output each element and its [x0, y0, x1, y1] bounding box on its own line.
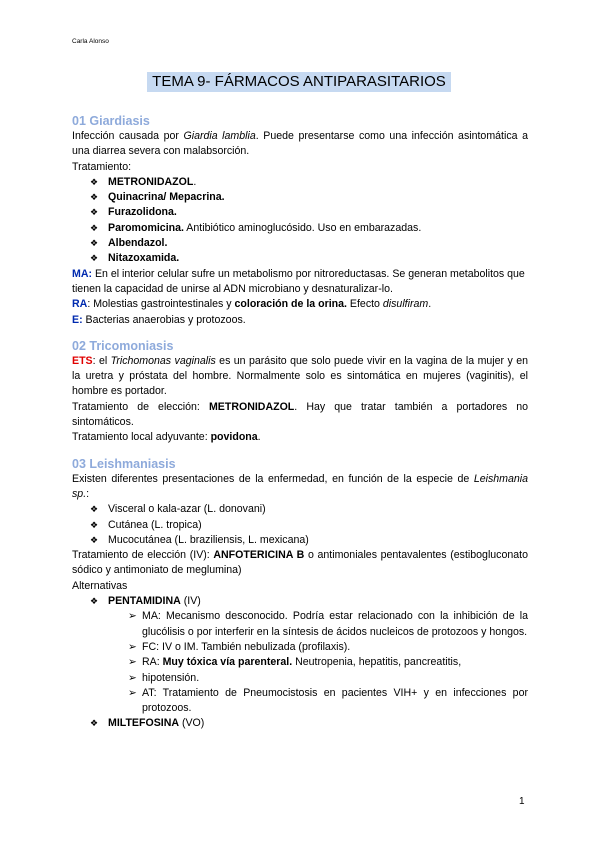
list-item: ❖ Mucocutánea (L. braziliensis, L. mexicana) [90, 533, 528, 548]
leishmaniasis-forms-list [72, 502, 528, 548]
section-heading-tricomoniasis: 02 Tricomoniasis [72, 338, 174, 353]
document-body [72, 108, 528, 732]
page-title: TEMA 9- FÁRMACOS ANTIPARASITARIOS [147, 72, 451, 92]
list-item: ➢ RA: Muy tóxica vía parenteral. Neutropenia, hepatitis, pancreatitis, [128, 655, 528, 670]
list-item: ❖ Furazolidona. [90, 205, 528, 220]
tricomoniasis-local-treatment: Tratamiento local adyuvante: povidona. [72, 431, 261, 444]
mechanism-paragraph: MA: En el interior celular sufre un metabolismo por nitroreductasas. Se generan metabolitos que tienen la capacidad de unirse al ADN microbiano y desnaturalizar-lo. [72, 267, 525, 295]
list-item: ➢ hipotensión. [128, 671, 528, 686]
list-item: ➢ FC: IV o IM. También nebulizada (profilaxis). [128, 640, 528, 655]
list-item: ➢ AT: Tratamiento de Pneumocistosis en pacientes VIH+ y en infecciones por protozoos. [128, 686, 528, 717]
giardiasis-drug-list [72, 175, 528, 267]
list-item: ➢ MA: Mecanismo desconocido. Podría estar relacionado con la inhibición de la glucólisis o por interferir en la síntesis de ácidos nucleicos de protozoos y hongos. [128, 609, 528, 640]
list-item: ❖ Visceral o kala-azar (L. donovani) [90, 502, 528, 517]
adverse-reactions-paragraph: RA: Molestias gastrointestinales y coloración de la orina. Efecto disulfiram. [72, 298, 432, 311]
alternatives-list [72, 594, 528, 609]
alternatives-list-2 [72, 716, 528, 731]
list-item-miltefosina: ❖ MILTEFOSINA (VO) [90, 716, 528, 731]
alternatives-label: Alternativas [72, 579, 128, 592]
author-name: Carla Alonso [72, 38, 109, 45]
list-item: ❖ Paromomicina. Antibiótico aminoglucósido. Uso en embarazadas. [90, 221, 528, 236]
treatment-label: Tratamiento: [72, 160, 132, 173]
page-number: 1 [519, 796, 525, 807]
tricomoniasis-treatment: Tratamiento de elección: METRONIDAZOL. Hay que tratar también a portadores no sintomáticos. [72, 400, 529, 429]
list-item: ❖ Albendazol. [90, 236, 528, 251]
spectrum-paragraph: E: Bacterias anaerobias y protozoos. [72, 313, 246, 326]
giardiasis-intro: Infección causada por Giardia lamblia. Puede presentarse como una infección asintomática a una diarrea severa con malabsorción. [72, 130, 528, 158]
section-heading-giardiasis: 01 Giardiasis [72, 114, 150, 128]
list-item: ❖ METRONIDAZOL. [90, 175, 528, 190]
leishmaniasis-intro: Existen diferentes presentaciones de la enfermedad, en función de la especie de Leishmania sp.: [72, 472, 528, 500]
list-item: ❖ Quinacrina/ Mepacrina. [90, 190, 528, 205]
list-item-pentamidina: ❖ PENTAMIDINA (IV) [90, 594, 528, 609]
list-item: ❖ Nitazoxamida. [90, 251, 528, 266]
tricomoniasis-ets-paragraph: ETS: el Trichomonas vaginalis es un parásito que solo puede vivir en la vagina de la mujer y en la uretra y próstata del hombre. Normalmente solo es sintomática en mujeres (vaginitis), el hombre es portador. [72, 354, 529, 398]
leishmaniasis-treatment: Tratamiento de elección (IV): ANFOTERICINA B o antimoniales pentavalentes (estibogluconato sódico y antimoniato de meglumina) [72, 549, 528, 577]
pentamidina-details [72, 609, 528, 716]
list-item: ❖ Cutánea (L. tropica) [90, 518, 528, 533]
section-heading-leishmaniasis: 03 Leishmaniasis [72, 456, 176, 471]
